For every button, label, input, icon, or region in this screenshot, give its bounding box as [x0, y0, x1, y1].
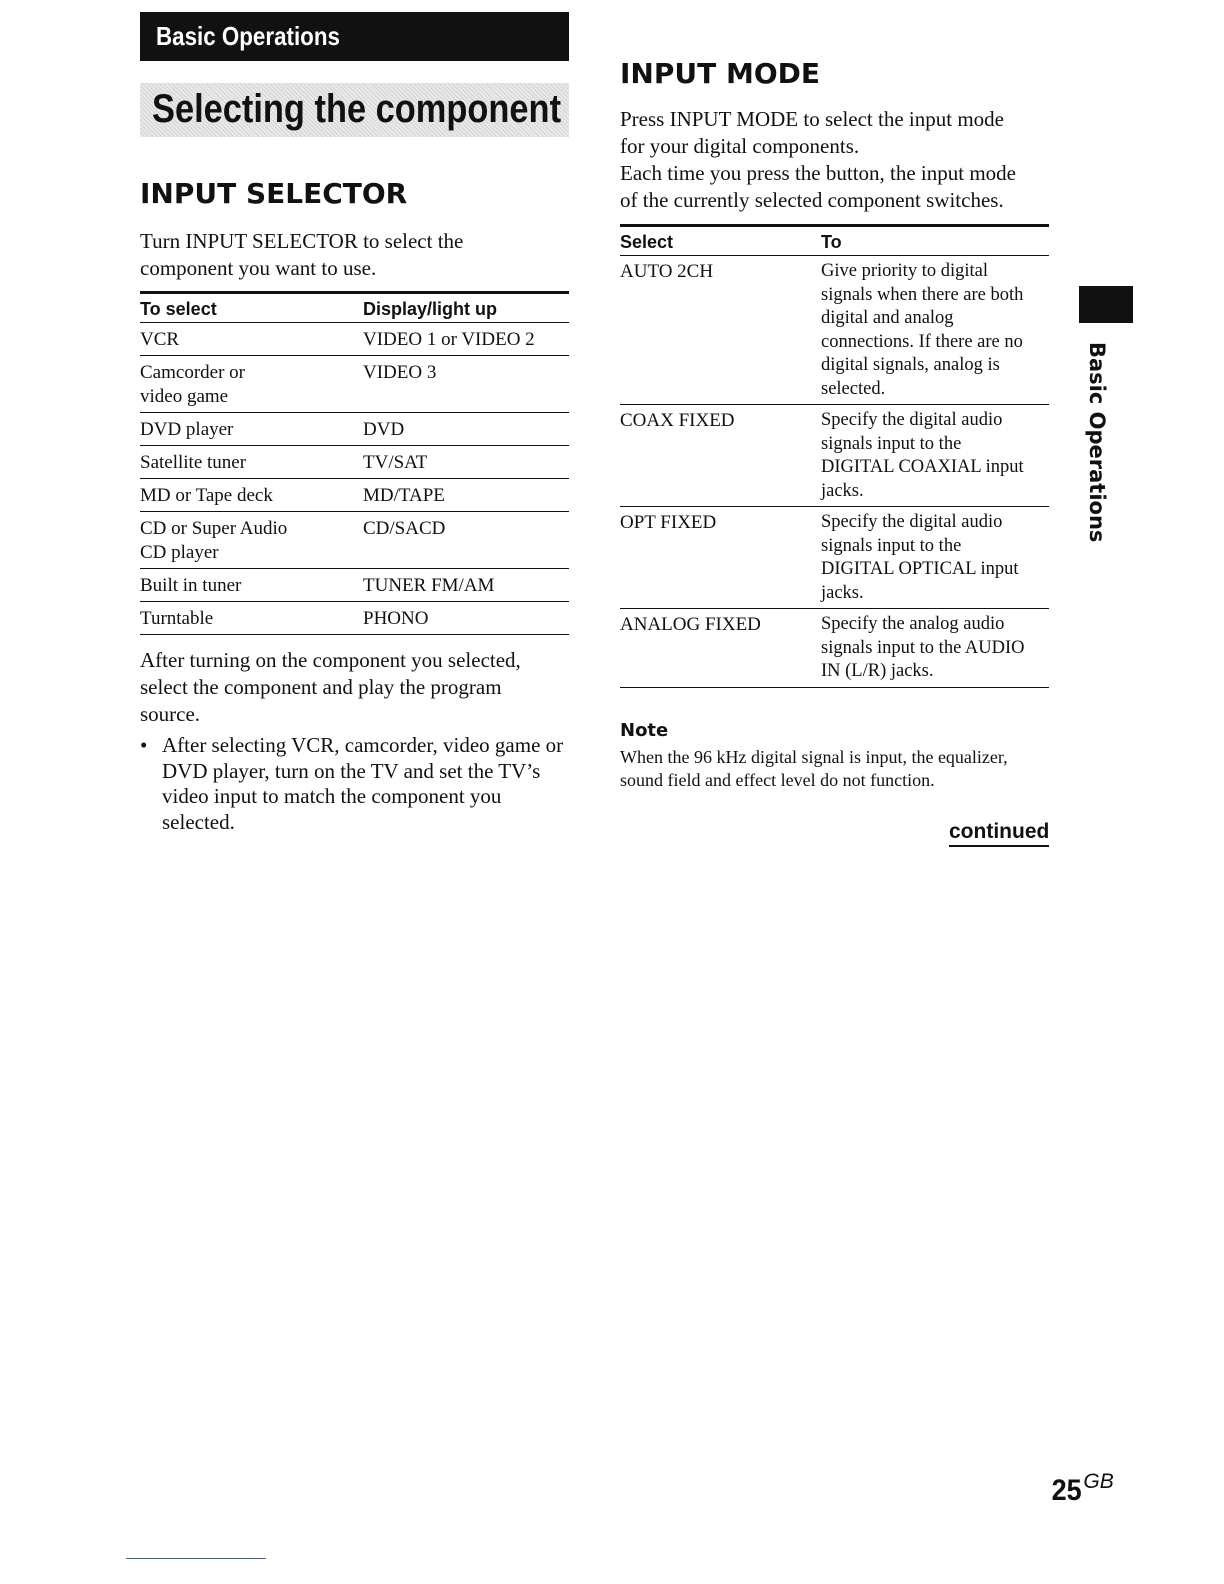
- table-row: [140, 323, 569, 356]
- table-header-row: [140, 293, 569, 323]
- table-cell: [363, 602, 569, 635]
- cell-line: MD/TAPE: [363, 485, 445, 506]
- table-cell: [620, 609, 821, 688]
- side-tab-marker: [1079, 286, 1133, 323]
- table-cell: [140, 569, 363, 602]
- input-mode-intro: [620, 106, 1060, 214]
- bullet-line: After selecting VCR, camcorder, video game or: [162, 733, 564, 757]
- table-cell: [363, 512, 569, 569]
- intro-line: Turn INPUT SELECTOR to select the: [140, 229, 464, 253]
- cell-line: selected.: [821, 378, 886, 399]
- table-cell: [620, 256, 821, 405]
- cell-line: DVD: [363, 419, 405, 440]
- paragraph-line: select the component and play the program: [140, 675, 502, 699]
- bullet-text: [162, 733, 570, 835]
- table-row: [620, 609, 1049, 688]
- page-title: Selecting the component: [152, 87, 562, 131]
- input-selector-table: [140, 291, 569, 635]
- intro-line: component you want to use.: [140, 256, 377, 280]
- cell-line: jacks.: [821, 480, 864, 501]
- table-row: [620, 507, 1049, 609]
- cell-line: Specify the digital audio: [821, 512, 1003, 532]
- table-row: [140, 569, 569, 602]
- table-row: [620, 256, 1049, 405]
- table-row: [140, 602, 569, 635]
- cell-line: Specify the analog audio: [821, 614, 1005, 634]
- cell-line: CD/SACD: [363, 518, 446, 539]
- table-cell: [363, 446, 569, 479]
- page-title-band: [140, 83, 569, 137]
- cell-line: jacks.: [821, 582, 864, 603]
- cell-line: signals input to the: [821, 433, 962, 454]
- cell-line: MD or Tape deck: [140, 485, 273, 506]
- table-row: [140, 512, 569, 569]
- cell-line: VCR: [140, 329, 180, 350]
- cell-line: DIGITAL OPTICAL input: [821, 559, 1019, 579]
- cell-line: OPT FIXED: [620, 512, 717, 533]
- table-cell: [363, 569, 569, 602]
- table-cell: [363, 323, 569, 356]
- table-row: [140, 356, 569, 413]
- cell-line: signals input to the: [821, 535, 962, 556]
- table-cell: [363, 479, 569, 512]
- cell-line: CD player: [140, 542, 219, 563]
- table-cell: [140, 413, 363, 446]
- bullet-mark: •: [140, 733, 148, 757]
- table-row: [140, 446, 569, 479]
- cell-line: connections. If there are no: [821, 331, 1023, 352]
- side-tab: [1083, 342, 1111, 542]
- bullet-line: DVD player, turn on the TV and set the TV’s: [162, 758, 541, 783]
- table-cell: [140, 479, 363, 512]
- table-cell: [363, 413, 569, 446]
- table-cell: [821, 405, 1049, 507]
- table-cell: [140, 602, 363, 635]
- cell-line: DIGITAL COAXIAL input: [821, 457, 1024, 477]
- side-tab-label: Basic Operations: [1085, 342, 1109, 543]
- cell-line: ANALOG FIXED: [620, 614, 761, 635]
- page-number: [1050, 1470, 1114, 1508]
- intro-line: Each time you press the button, the input mode: [620, 161, 1017, 185]
- paragraph-line: After turning on the component you selected,: [140, 648, 521, 672]
- cell-line: COAX FIXED: [620, 410, 735, 431]
- table-row: [620, 405, 1049, 507]
- input-selector-heading: INPUT SELECTOR: [140, 177, 408, 210]
- cell-line: video game: [140, 386, 229, 407]
- cell-line: Specify the digital audio: [821, 410, 1003, 430]
- table-header-cell: To: [821, 226, 1049, 256]
- input-mode-table: [620, 224, 1049, 688]
- section-header-label: Basic Operations: [156, 21, 340, 51]
- cell-line: CD or Super Audio: [140, 518, 288, 539]
- page-number-suffix: GB: [1083, 1470, 1114, 1493]
- table-header-cell: To select: [140, 293, 363, 323]
- paragraph-line: source.: [140, 702, 201, 726]
- table-header-cell: Select: [620, 226, 821, 256]
- cell-line: digital signals, analog is: [821, 355, 1000, 375]
- cell-line: TUNER FM/AM: [363, 575, 495, 596]
- continued-label: continued: [949, 820, 1049, 847]
- cell-line: Give priority to digital: [821, 261, 988, 281]
- note-title: Note: [620, 720, 669, 741]
- table-cell: [140, 356, 363, 413]
- cell-line: VIDEO 1 or VIDEO 2: [363, 329, 535, 350]
- intro-line: Press INPUT MODE to select the input mode: [620, 107, 1004, 131]
- bullet-item: [140, 733, 570, 835]
- table-cell: [363, 356, 569, 413]
- table-cell: [620, 507, 821, 609]
- table-cell: [821, 507, 1049, 609]
- table-cell: [140, 512, 363, 569]
- cell-line: DVD player: [140, 419, 234, 440]
- footer-rule: [126, 1558, 266, 1559]
- cell-line: VIDEO 3: [363, 362, 437, 383]
- bullet-line: selected.: [162, 809, 235, 834]
- section-header-bar: [140, 12, 569, 61]
- note-line: When the 96 kHz digital signal is input, the equalizer,: [620, 747, 1008, 767]
- cell-line: PHONO: [363, 608, 429, 629]
- cell-line: Turntable: [140, 608, 214, 629]
- table-cell: [620, 405, 821, 507]
- intro-line: of the currently selected component switches.: [620, 188, 1004, 212]
- table-row: [140, 413, 569, 446]
- intro-line: for your digital components.: [620, 134, 860, 158]
- table-row: [140, 479, 569, 512]
- cell-line: signals input to the AUDIO: [821, 637, 1025, 658]
- input-selector-after-text: [140, 647, 580, 728]
- table-cell: [140, 323, 363, 356]
- cell-line: IN (L/R) jacks.: [821, 661, 934, 681]
- cell-line: digital and analog: [821, 308, 954, 328]
- cell-line: TV/SAT: [363, 452, 428, 473]
- cell-line: signals when there are both: [821, 284, 1024, 305]
- note-line: sound field and effect level do not function.: [620, 770, 935, 790]
- input-mode-heading: INPUT MODE: [620, 57, 820, 90]
- page-number-value: 25: [1051, 1474, 1082, 1507]
- table-cell: [140, 446, 363, 479]
- bullet-line: video input to match the component you: [162, 784, 502, 808]
- table-cell: [821, 256, 1049, 405]
- input-selector-intro: [140, 228, 570, 282]
- table-header-cell: Display/light up: [363, 293, 569, 323]
- note-text: [620, 746, 1060, 792]
- cell-line: Camcorder or: [140, 362, 245, 383]
- table-cell: [821, 609, 1049, 688]
- cell-line: Built in tuner: [140, 575, 242, 596]
- cell-line: Satellite tuner: [140, 452, 247, 473]
- cell-line: AUTO 2CH: [620, 261, 714, 282]
- table-header-row: [620, 226, 1049, 256]
